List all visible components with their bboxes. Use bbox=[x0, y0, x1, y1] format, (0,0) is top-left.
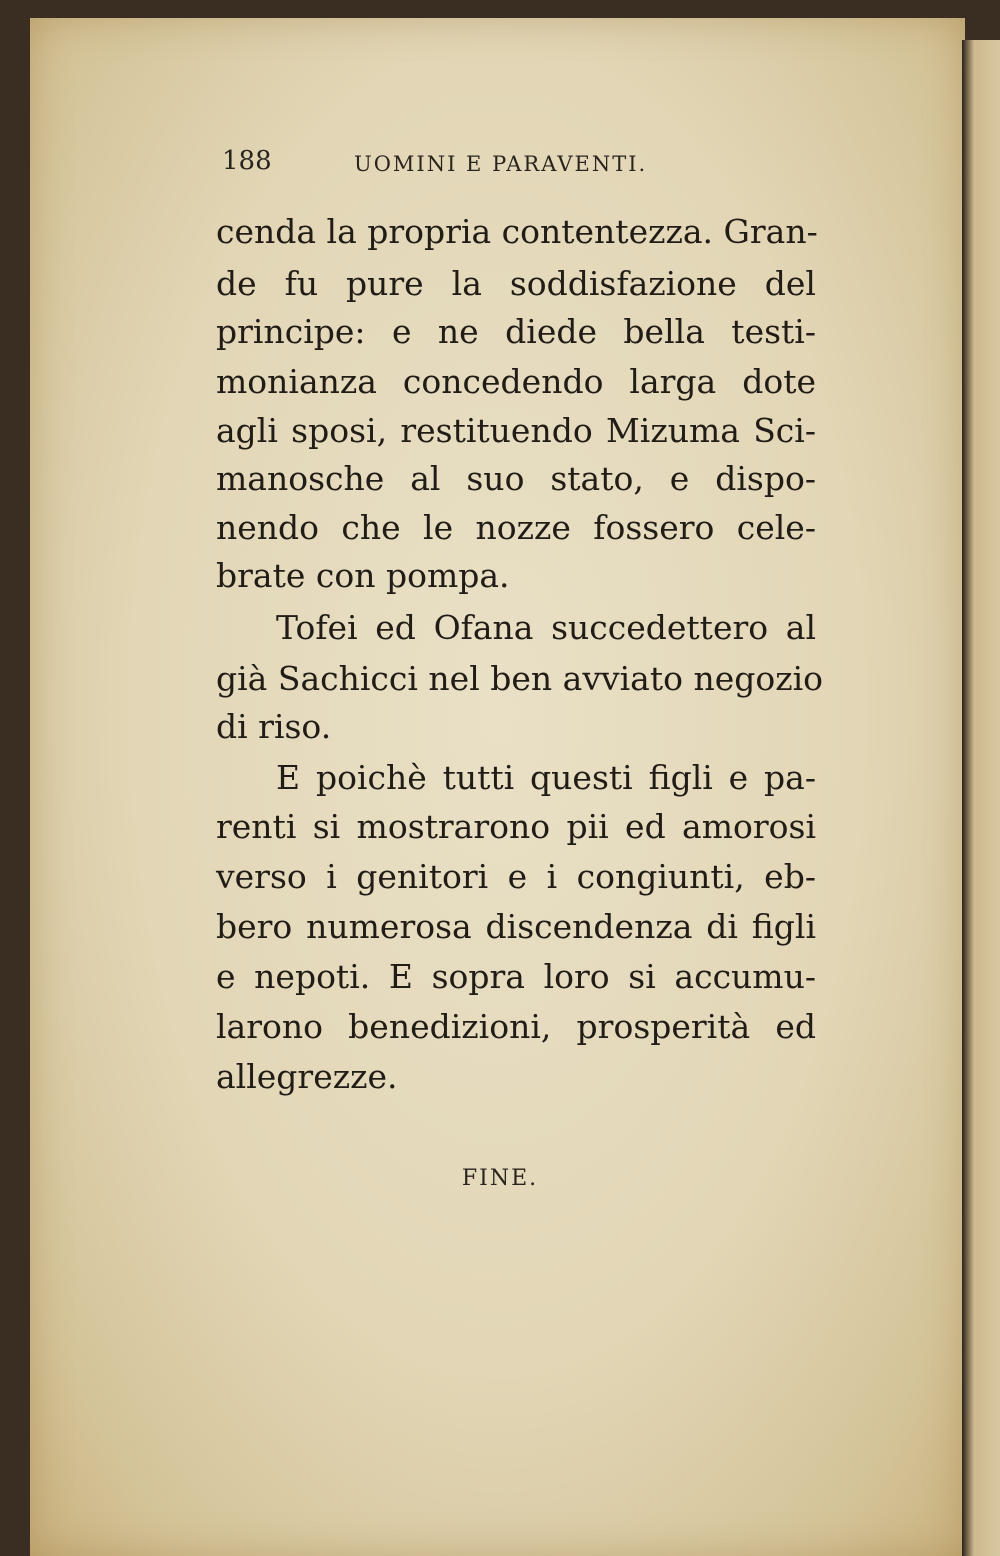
text-line: già Sachicci nel ben avviato negozio bbox=[216, 659, 824, 698]
text-line: e nepoti. E sopra loro si accumu- bbox=[216, 957, 816, 996]
text-line: di riso. bbox=[216, 707, 332, 746]
running-title: UOMINI E PARAVENTI. bbox=[354, 152, 648, 176]
text-line: de fu pure la soddisfazione del bbox=[216, 264, 816, 303]
text-line: allegrezze. bbox=[216, 1057, 398, 1096]
text-line: E poichè tutti questi figli e pa- bbox=[276, 758, 816, 797]
text-line: nendo che le nozze fossero cele- bbox=[216, 508, 816, 547]
text-line: brate con pompa. bbox=[216, 556, 510, 595]
text-line: manosche al suo stato, e dispo- bbox=[216, 459, 816, 498]
text-line: monianza concedendo larga dote bbox=[216, 362, 816, 401]
text-line: verso i genitori e i congiunti, eb- bbox=[216, 857, 816, 896]
text-line: agli sposi, restituendo Mizuma Sci- bbox=[216, 411, 816, 450]
text-line: bero numerosa discendenza di figli bbox=[216, 907, 816, 946]
text-line: principe: e ne diede bella testi- bbox=[216, 312, 816, 351]
text-line: larono benedizioni, prosperità ed bbox=[216, 1007, 816, 1046]
adjacent-page-edge bbox=[962, 40, 1000, 1556]
text-line: Tofei ed Ofana succedettero al bbox=[276, 608, 816, 647]
text-line: cenda la propria contentezza. Gran- bbox=[216, 212, 818, 251]
page-number: 188 bbox=[222, 146, 272, 176]
text-line: renti si mostrarono pii ed amorosi bbox=[216, 807, 816, 846]
end-mark: FINE. bbox=[461, 1166, 539, 1191]
